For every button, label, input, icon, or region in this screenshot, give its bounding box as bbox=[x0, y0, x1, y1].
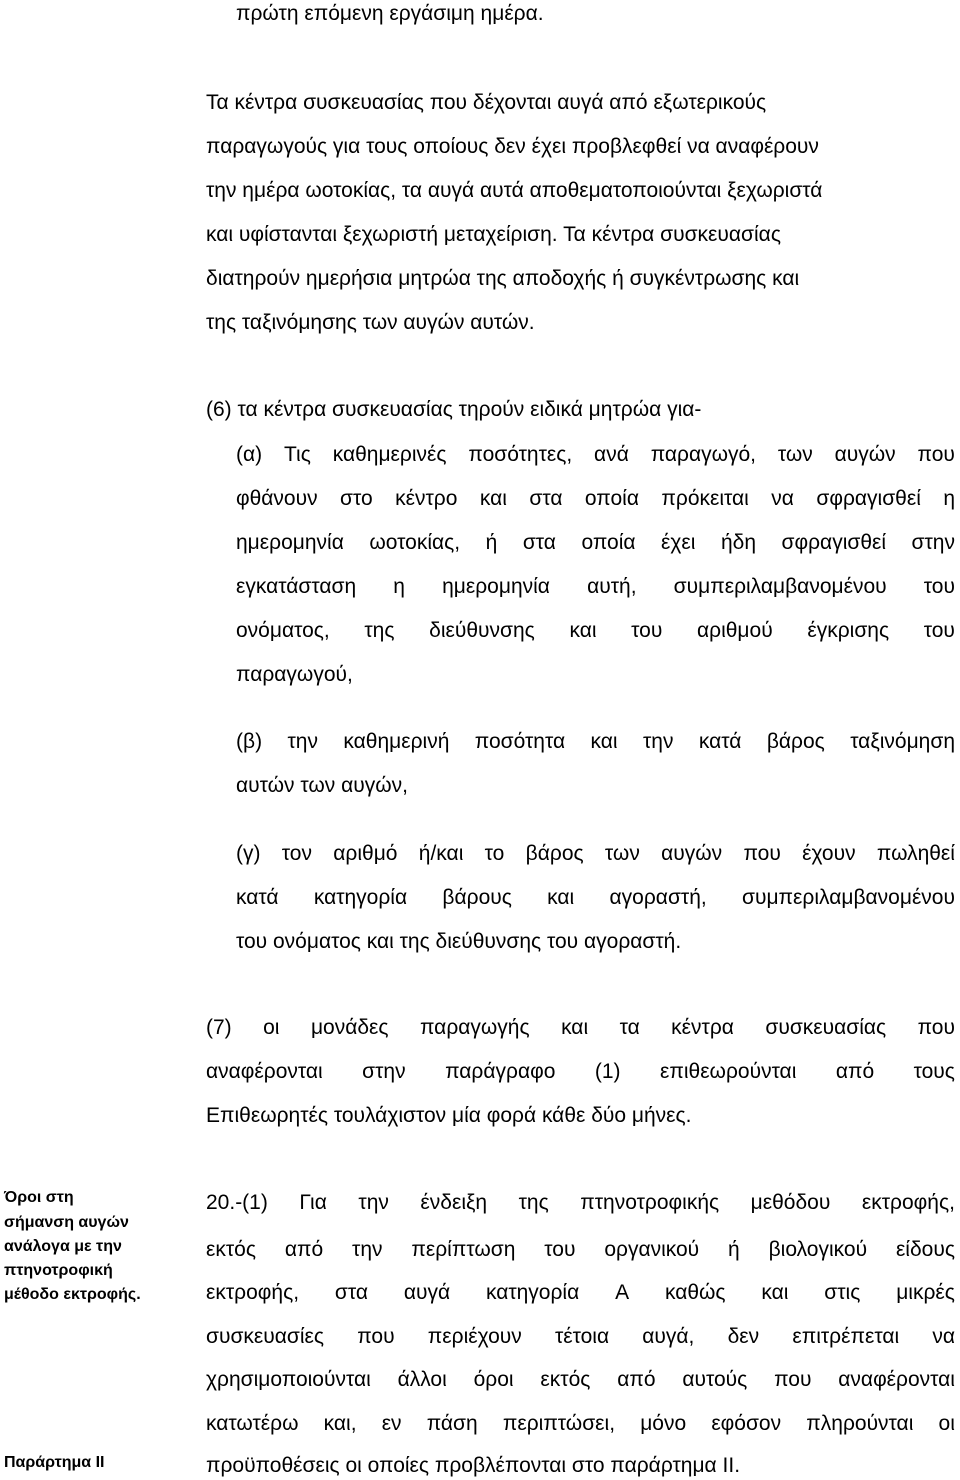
word: την bbox=[642, 730, 674, 753]
word: εκτροφής, bbox=[206, 1281, 300, 1304]
word: κέντρα bbox=[671, 1016, 734, 1039]
word: εν bbox=[381, 1412, 402, 1435]
item-a-line bbox=[236, 619, 955, 643]
word: που bbox=[743, 842, 781, 865]
word: οποία bbox=[584, 487, 639, 510]
word: και bbox=[561, 1016, 589, 1039]
external-producers-line: διατηρούν ημερήσια μητρώα της αποδοχής ή συγκέντρωσης και bbox=[206, 267, 800, 290]
word: καθημερινή bbox=[343, 730, 450, 753]
word: αριθμό bbox=[333, 842, 398, 865]
word: (α) bbox=[236, 443, 263, 466]
word: επιτρέπεται bbox=[792, 1325, 900, 1348]
word: ημερομηνία bbox=[442, 575, 550, 598]
word: ωοτοκίας, bbox=[369, 531, 461, 554]
word: 20.-(1) bbox=[206, 1191, 268, 1214]
word: περιπτώσει, bbox=[502, 1412, 616, 1435]
paragraph-7-line: Επιθεωρητές τουλάχιστον μία φορά κάθε δύο μήνες. bbox=[206, 1104, 692, 1127]
word: να bbox=[771, 487, 794, 510]
paragraph-6-intro: (6) τα κέντρα συσκευασίας τηρούν ειδικά μητρώα για- bbox=[206, 398, 702, 421]
word: στις bbox=[824, 1281, 861, 1304]
word: διεύθυνσης bbox=[429, 619, 535, 642]
word: αυγά, bbox=[642, 1325, 695, 1348]
word: αυγών bbox=[834, 443, 896, 466]
section-20-line bbox=[206, 1368, 955, 1392]
word: ή bbox=[485, 531, 498, 554]
word: που bbox=[774, 1368, 812, 1391]
side-note-line: ανάλογα με την bbox=[4, 1238, 122, 1255]
word: στα bbox=[522, 531, 556, 554]
word: έγκρισης bbox=[807, 619, 890, 642]
section-20-line: προϋποθέσεις οι οποίες προβλέπονται στο παράρτημα ΙΙ. bbox=[206, 1454, 741, 1477]
word: κατά bbox=[236, 886, 279, 909]
section-20-line bbox=[206, 1412, 955, 1436]
external-producers-line: παραγωγούς για τους οποίους δεν έχει προβλεφθεί να αναφέρουν bbox=[206, 135, 819, 158]
word: της bbox=[364, 619, 395, 642]
word: αυγών bbox=[661, 842, 723, 865]
item-b-line bbox=[236, 730, 955, 754]
word: στην bbox=[911, 531, 955, 554]
word: να bbox=[932, 1325, 955, 1348]
word: συσκευασίες bbox=[206, 1325, 325, 1348]
section-20-line bbox=[206, 1238, 955, 1262]
word: συσκευασίας bbox=[765, 1016, 887, 1039]
word: (7) bbox=[206, 1016, 232, 1039]
word: πάση bbox=[426, 1412, 478, 1435]
word: του bbox=[923, 575, 955, 598]
word: συμπεριλαμβανομένου bbox=[742, 886, 955, 909]
word: καθώς bbox=[664, 1281, 726, 1304]
word: που bbox=[917, 443, 955, 466]
word: βιολογικού bbox=[768, 1238, 868, 1261]
word: πρόκειται bbox=[661, 487, 749, 510]
word: στο bbox=[340, 487, 373, 510]
word: ή/και bbox=[418, 842, 464, 865]
item-c-line bbox=[236, 886, 955, 910]
word: την bbox=[352, 1238, 383, 1261]
item-a-line bbox=[236, 487, 955, 511]
word: μόνο bbox=[640, 1412, 687, 1435]
word: τον bbox=[281, 842, 312, 865]
item-c-line: του ονόματος και της διεύθυνσης του αγοραστή. bbox=[236, 930, 682, 953]
word: η bbox=[943, 487, 955, 510]
external-producers-line: και υφίστανται ξεχωριστή μεταχείριση. Τα κέντρα συσκευασίας bbox=[206, 223, 781, 246]
word: άλλοι bbox=[397, 1368, 447, 1391]
word: περίπτωση bbox=[411, 1238, 516, 1261]
word: καθημερινές bbox=[332, 443, 447, 466]
side-note-line: Όροι στη bbox=[4, 1189, 74, 1206]
side-note-line: μέθοδο εκτροφής. bbox=[4, 1286, 141, 1303]
word: αγοραστή, bbox=[609, 886, 707, 909]
word: στην bbox=[362, 1060, 406, 1083]
word: βάρους bbox=[442, 886, 512, 909]
word: κατηγορία bbox=[485, 1281, 580, 1304]
word: ποσότητες, bbox=[468, 443, 573, 466]
word: κέντρο bbox=[395, 487, 458, 510]
word: (γ) bbox=[236, 842, 261, 865]
word: αυγά bbox=[403, 1281, 451, 1304]
word: πτηνοτροφικής bbox=[580, 1191, 720, 1214]
word: τους bbox=[913, 1060, 955, 1083]
word: εγκατάσταση bbox=[236, 575, 357, 598]
word: περιέχουν bbox=[427, 1325, 522, 1348]
word: εκτός bbox=[206, 1238, 256, 1261]
word: οργανικού bbox=[604, 1238, 700, 1261]
word: στα bbox=[529, 487, 563, 510]
word: συμπεριλαμβανομένου bbox=[673, 575, 887, 598]
word: βάρος bbox=[525, 842, 584, 865]
paragraph-7-line bbox=[206, 1016, 955, 1040]
word: οποία bbox=[581, 531, 636, 554]
word: ταξινόμηση bbox=[850, 730, 955, 753]
word: του bbox=[631, 619, 663, 642]
annex-reference: Παράρτημα ΙΙ bbox=[4, 1454, 105, 1471]
word: μικρές bbox=[896, 1281, 955, 1304]
word: και bbox=[569, 619, 597, 642]
word: που bbox=[917, 1016, 955, 1039]
word: την bbox=[358, 1191, 389, 1214]
word: όροι bbox=[473, 1368, 514, 1391]
word: κατωτέρω bbox=[206, 1412, 299, 1435]
word: φθάνουν bbox=[236, 487, 318, 510]
word: πωληθεί bbox=[876, 842, 955, 865]
word: χρησιμοποιούνται bbox=[206, 1368, 371, 1391]
word: εκτροφής, bbox=[861, 1191, 955, 1214]
word: έχουν bbox=[802, 842, 856, 865]
word: Τις bbox=[284, 443, 311, 466]
word: ανά bbox=[594, 443, 629, 466]
word: στα bbox=[334, 1281, 368, 1304]
word: σφραγισθεί bbox=[816, 487, 921, 510]
word: βάρος bbox=[766, 730, 825, 753]
word: του bbox=[544, 1238, 576, 1261]
word: αυτή, bbox=[587, 575, 637, 598]
word: το bbox=[484, 842, 505, 865]
word: είδους bbox=[895, 1238, 955, 1261]
word: δεν bbox=[727, 1325, 760, 1348]
word: εφόσον bbox=[711, 1412, 782, 1435]
word: αναφέρονται bbox=[838, 1368, 955, 1391]
external-producers-line: της ταξινόμησης των αυγών αυτών. bbox=[206, 311, 535, 334]
word: της bbox=[518, 1191, 549, 1214]
word: την bbox=[287, 730, 318, 753]
word: οι bbox=[938, 1412, 955, 1435]
word: από bbox=[284, 1238, 324, 1261]
word: επιθεωρούνται bbox=[660, 1060, 797, 1083]
word: του bbox=[923, 619, 955, 642]
word: αναφέρονται bbox=[206, 1060, 323, 1083]
word: παράγραφο bbox=[445, 1060, 556, 1083]
word: και bbox=[479, 487, 507, 510]
word: έχει bbox=[661, 531, 696, 554]
item-c-line bbox=[236, 842, 955, 866]
word: και bbox=[761, 1281, 789, 1304]
item-a-line bbox=[236, 531, 955, 555]
word: αριθμού bbox=[697, 619, 773, 642]
word: από bbox=[835, 1060, 875, 1083]
paragraph-7-line bbox=[206, 1060, 955, 1084]
item-b-line: αυτών των αυγών, bbox=[236, 774, 408, 797]
word: πληρούνται bbox=[806, 1412, 914, 1435]
word: ποσότητα bbox=[474, 730, 566, 753]
word: κατηγορία bbox=[313, 886, 408, 909]
item-a-line bbox=[236, 575, 955, 599]
side-note-line: σήμανση αυγών bbox=[4, 1214, 129, 1231]
word: των bbox=[777, 443, 813, 466]
word: η bbox=[393, 575, 405, 598]
word: οι bbox=[263, 1016, 280, 1039]
side-note-line: πτηνοτροφική bbox=[4, 1262, 113, 1279]
word: ημερομηνία bbox=[236, 531, 344, 554]
word: ονόματος, bbox=[236, 619, 330, 642]
word: μονάδες bbox=[310, 1016, 389, 1039]
word: και bbox=[547, 886, 575, 909]
external-producers-line: Τα κέντρα συσκευασίας που δέχονται αυγά από εξωτερικούς bbox=[206, 91, 767, 114]
word: που bbox=[357, 1325, 395, 1348]
word: παραγωγό, bbox=[650, 443, 757, 466]
word: μεθόδου bbox=[750, 1191, 831, 1214]
word: ένδειξη bbox=[420, 1191, 488, 1214]
word: Για bbox=[299, 1191, 327, 1214]
word: ήδη bbox=[720, 531, 757, 554]
word: των bbox=[604, 842, 640, 865]
section-20-line bbox=[206, 1191, 955, 1215]
word: αυτούς bbox=[682, 1368, 748, 1391]
word: τα bbox=[619, 1016, 640, 1039]
word: (β) bbox=[236, 730, 263, 753]
word: παραγωγής bbox=[419, 1016, 530, 1039]
external-producers-line: την ημέρα ωοτοκίας, τα αυγά αυτά αποθεματοποιούνται ξεχωριστά bbox=[206, 179, 823, 202]
item-a-line: παραγωγού, bbox=[236, 663, 353, 686]
word: σφραγισθεί bbox=[781, 531, 887, 554]
section-20-line bbox=[206, 1325, 955, 1349]
word: (1) bbox=[594, 1060, 621, 1083]
carryover-text: πρώτη επόμενη εργάσιμη ημέρα. bbox=[236, 2, 544, 25]
word: Α bbox=[615, 1281, 630, 1304]
word: κατά bbox=[698, 730, 742, 753]
word: και bbox=[590, 730, 618, 753]
word: από bbox=[617, 1368, 656, 1391]
section-20-line bbox=[206, 1281, 955, 1305]
word: ή bbox=[728, 1238, 740, 1261]
word: εκτός bbox=[540, 1368, 591, 1391]
item-a-line bbox=[236, 443, 955, 467]
word: και, bbox=[323, 1412, 357, 1435]
word: τέτοια bbox=[554, 1325, 610, 1348]
